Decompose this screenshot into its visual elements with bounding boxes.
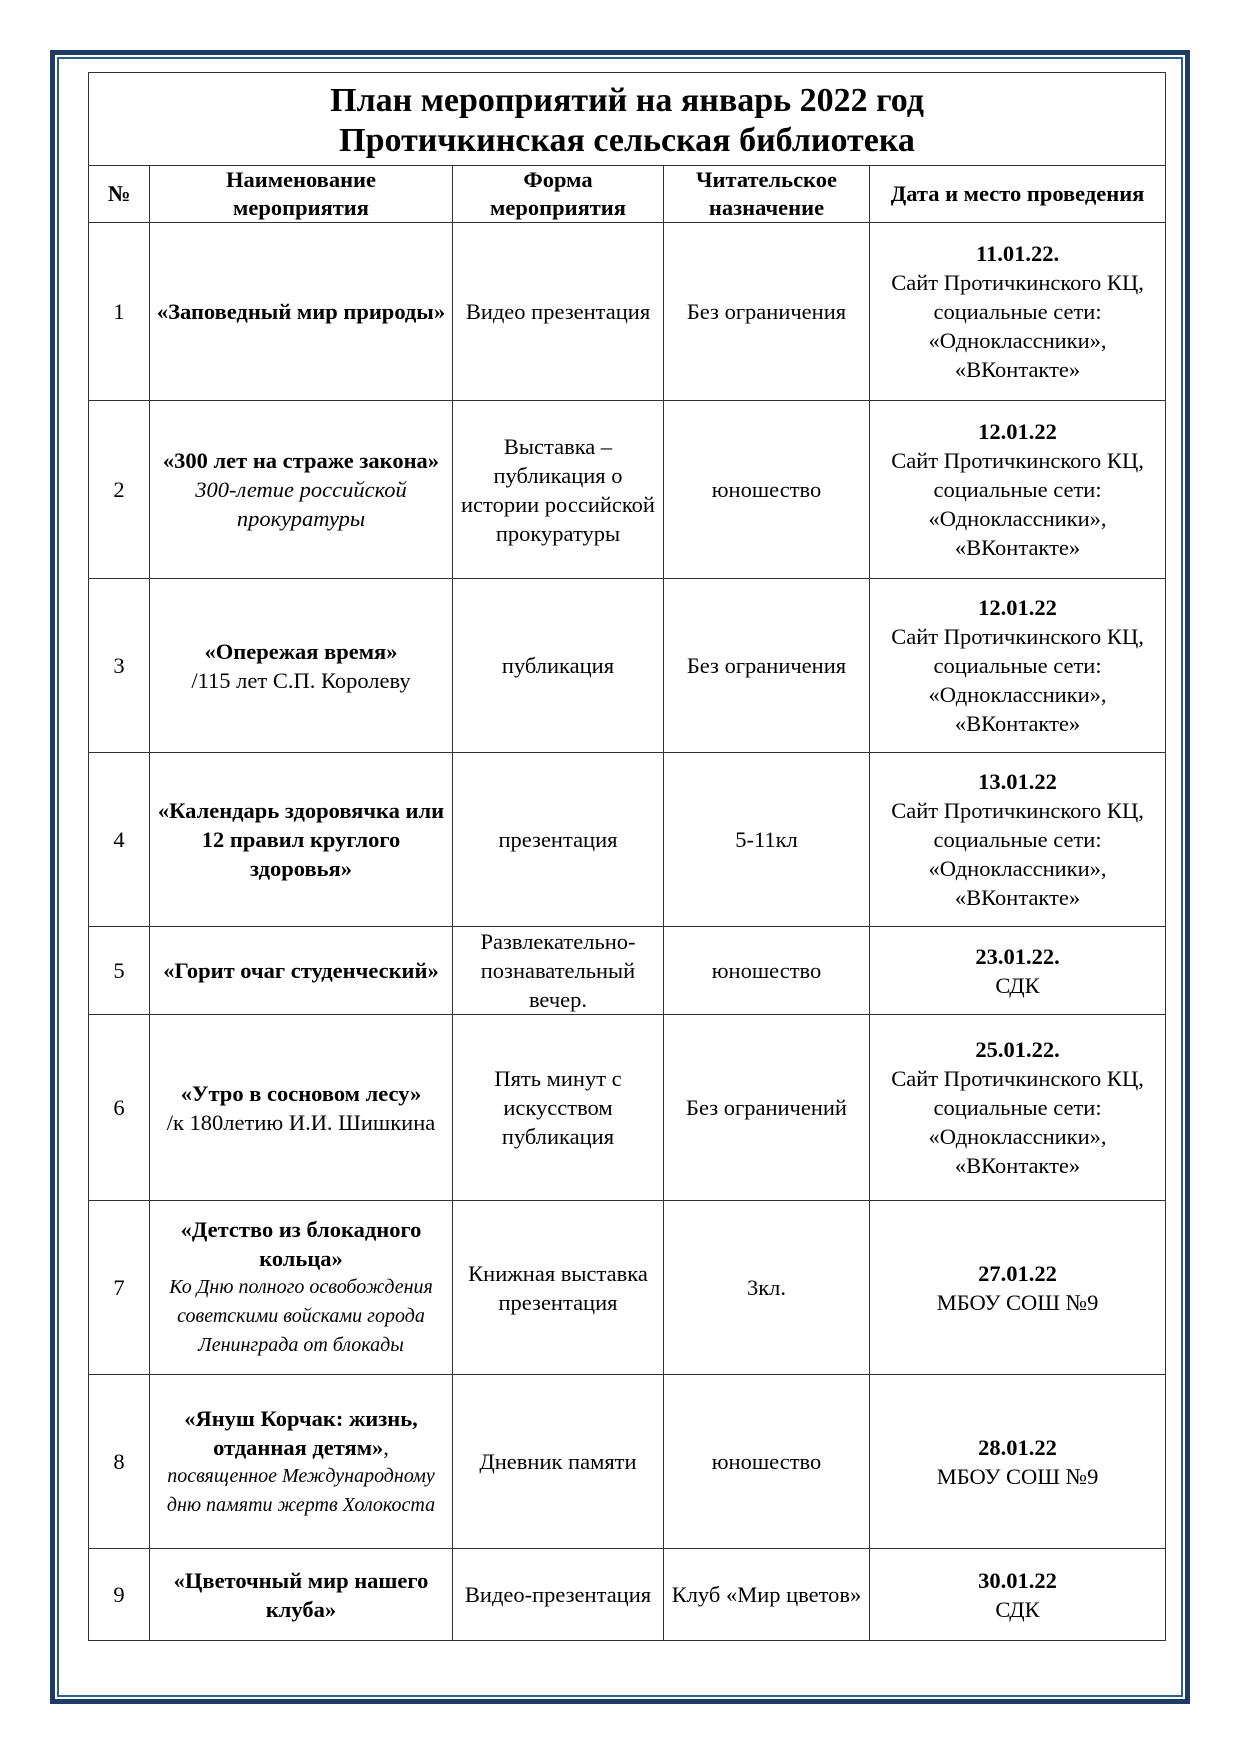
event-place: Сайт Протичкинского КЦ, социальные сети: «Одноклассники», «ВКонтакте» xyxy=(891,448,1144,560)
event-name xyxy=(150,1549,453,1641)
event-form: Книжная выставка презентация xyxy=(453,1201,664,1375)
event-date: 27.01.22 xyxy=(978,1260,1057,1286)
event-date-place xyxy=(870,579,1166,753)
table-row xyxy=(89,1015,1166,1201)
header-row xyxy=(89,166,1166,223)
event-date: 12.01.22 xyxy=(978,419,1057,444)
table-row xyxy=(89,1549,1166,1641)
event-place: МБОУ СОШ №9 xyxy=(936,1463,1099,1489)
event-audience: 5-11кл xyxy=(664,753,870,927)
event-date-place xyxy=(870,753,1166,927)
event-name xyxy=(150,753,453,927)
event-title: «Горит очаг студенческий» xyxy=(163,958,439,983)
event-form: Видео презентация xyxy=(453,223,664,401)
row-num: 9 xyxy=(89,1549,150,1641)
event-date-place xyxy=(870,927,1166,1015)
event-audience: Без ограничения xyxy=(664,223,870,401)
event-date-place xyxy=(870,1015,1166,1201)
event-form: публикация xyxy=(453,579,664,753)
header-audience: Читательское назначение xyxy=(664,166,870,223)
event-name xyxy=(150,1015,453,1201)
event-form: Развлекательно-познавательный вечер. xyxy=(453,927,664,1015)
event-audience: юношество xyxy=(664,1375,870,1549)
event-audience: Клуб «Мир цветов» xyxy=(664,1549,870,1641)
event-title: «Заповедный мир природы» xyxy=(156,299,446,324)
event-form: Дневник памяти xyxy=(453,1375,664,1549)
event-date: 30.01.22 xyxy=(978,1567,1057,1593)
row-num: 5 xyxy=(89,927,150,1015)
event-title-comma: , xyxy=(383,1434,389,1460)
event-date-place xyxy=(870,223,1166,401)
event-place: СДК xyxy=(995,1596,1040,1622)
row-num: 2 xyxy=(89,401,150,579)
event-name xyxy=(150,1375,453,1549)
event-title: «Календарь здоровячка или 12 правил круглого здоровья» xyxy=(157,798,445,881)
event-subtitle: посвященное Международному дню памяти жертв Холокоста xyxy=(166,1464,436,1516)
header-form: Форма мероприятия xyxy=(453,166,664,223)
event-title: «Утро в сосновом лесу» xyxy=(180,1080,422,1106)
table-row xyxy=(89,927,1166,1015)
event-place: МБОУ СОШ №9 xyxy=(936,1289,1099,1315)
event-date: 12.01.22 xyxy=(978,595,1057,620)
header-num: № xyxy=(89,166,150,223)
event-name xyxy=(150,579,453,753)
event-form: Выставка – публикация о истории российской прокуратуры xyxy=(453,401,664,579)
event-title: «Опережая время» xyxy=(204,638,398,664)
event-name xyxy=(150,927,453,1015)
table-row xyxy=(89,753,1166,927)
event-subtitle: /к 180летию И.И. Шишкина xyxy=(166,1109,436,1135)
event-place: Сайт Протичкинского КЦ, социальные сети: «Одноклассники», «ВКонтакте» xyxy=(891,624,1144,736)
event-name xyxy=(150,1201,453,1375)
event-audience: Без ограничения xyxy=(664,579,870,753)
event-name xyxy=(150,401,453,579)
row-num: 8 xyxy=(89,1375,150,1549)
event-date: 13.01.22 xyxy=(978,769,1057,794)
event-form: Видео-презентация xyxy=(453,1549,664,1641)
row-num: 7 xyxy=(89,1201,150,1375)
event-date: 23.01.22. xyxy=(975,943,1060,969)
event-subtitle: Ко Дню полного освобождения советскими войсками города Ленинграда от блокады xyxy=(169,1276,433,1356)
event-form: Пять минут с искусством публикация xyxy=(453,1015,664,1201)
title-row xyxy=(89,73,1166,166)
event-date-place xyxy=(870,1375,1166,1549)
event-place: Сайт Протичкинского КЦ, социальные сети: «Одноклассники», «ВКонтакте» xyxy=(891,270,1144,382)
event-date: 25.01.22. xyxy=(975,1037,1060,1062)
title-line-1: План мероприятий на январь 2022 год xyxy=(330,82,924,119)
title-line-2: Протичкинская сельская библиотека xyxy=(339,122,915,159)
events-table xyxy=(88,72,1166,1641)
event-title: «Детство из блокадного кольца» xyxy=(180,1217,422,1271)
event-form: презентация xyxy=(453,753,664,927)
table-row xyxy=(89,401,1166,579)
event-audience: Без ограничений xyxy=(664,1015,870,1201)
event-date: 28.01.22 xyxy=(978,1434,1057,1460)
event-title: «300 лет на страже закона» xyxy=(162,448,440,473)
event-title: «Януш Корчак: жизнь, отданная детям» xyxy=(184,1405,418,1460)
row-num: 6 xyxy=(89,1015,150,1201)
event-place: Сайт Протичкинского КЦ, социальные сети: «Одноклассники», «ВКонтакте» xyxy=(891,798,1144,910)
event-name xyxy=(150,223,453,401)
row-num: 3 xyxy=(89,579,150,753)
event-subtitle: /115 лет С.П. Королеву xyxy=(191,667,411,693)
event-audience: юношество xyxy=(664,401,870,579)
table-row xyxy=(89,223,1166,401)
event-date: 11.01.22. xyxy=(975,241,1060,266)
row-num: 4 xyxy=(89,753,150,927)
table-row xyxy=(89,1201,1166,1375)
header-date-place: Дата и место проведения xyxy=(870,166,1166,223)
header-name: Наименование мероприятия xyxy=(150,166,453,223)
row-num: 1 xyxy=(89,223,150,401)
event-date-place xyxy=(870,1201,1166,1375)
table-row xyxy=(89,1375,1166,1549)
table-row xyxy=(89,579,1166,753)
event-place: Сайт Протичкинского КЦ, социальные сети: «Одноклассники», «ВКонтакте» xyxy=(891,1066,1144,1178)
event-place: СДК xyxy=(995,972,1040,998)
document-title xyxy=(89,73,1166,166)
event-audience: юношество xyxy=(664,927,870,1015)
event-date-place xyxy=(870,1549,1166,1641)
event-audience: 3кл. xyxy=(664,1201,870,1375)
event-title: «Цветочный мир нашего клуба» xyxy=(173,1567,429,1622)
event-subtitle: 300-летие российской прокуратуры xyxy=(195,477,407,531)
event-date-place xyxy=(870,401,1166,579)
